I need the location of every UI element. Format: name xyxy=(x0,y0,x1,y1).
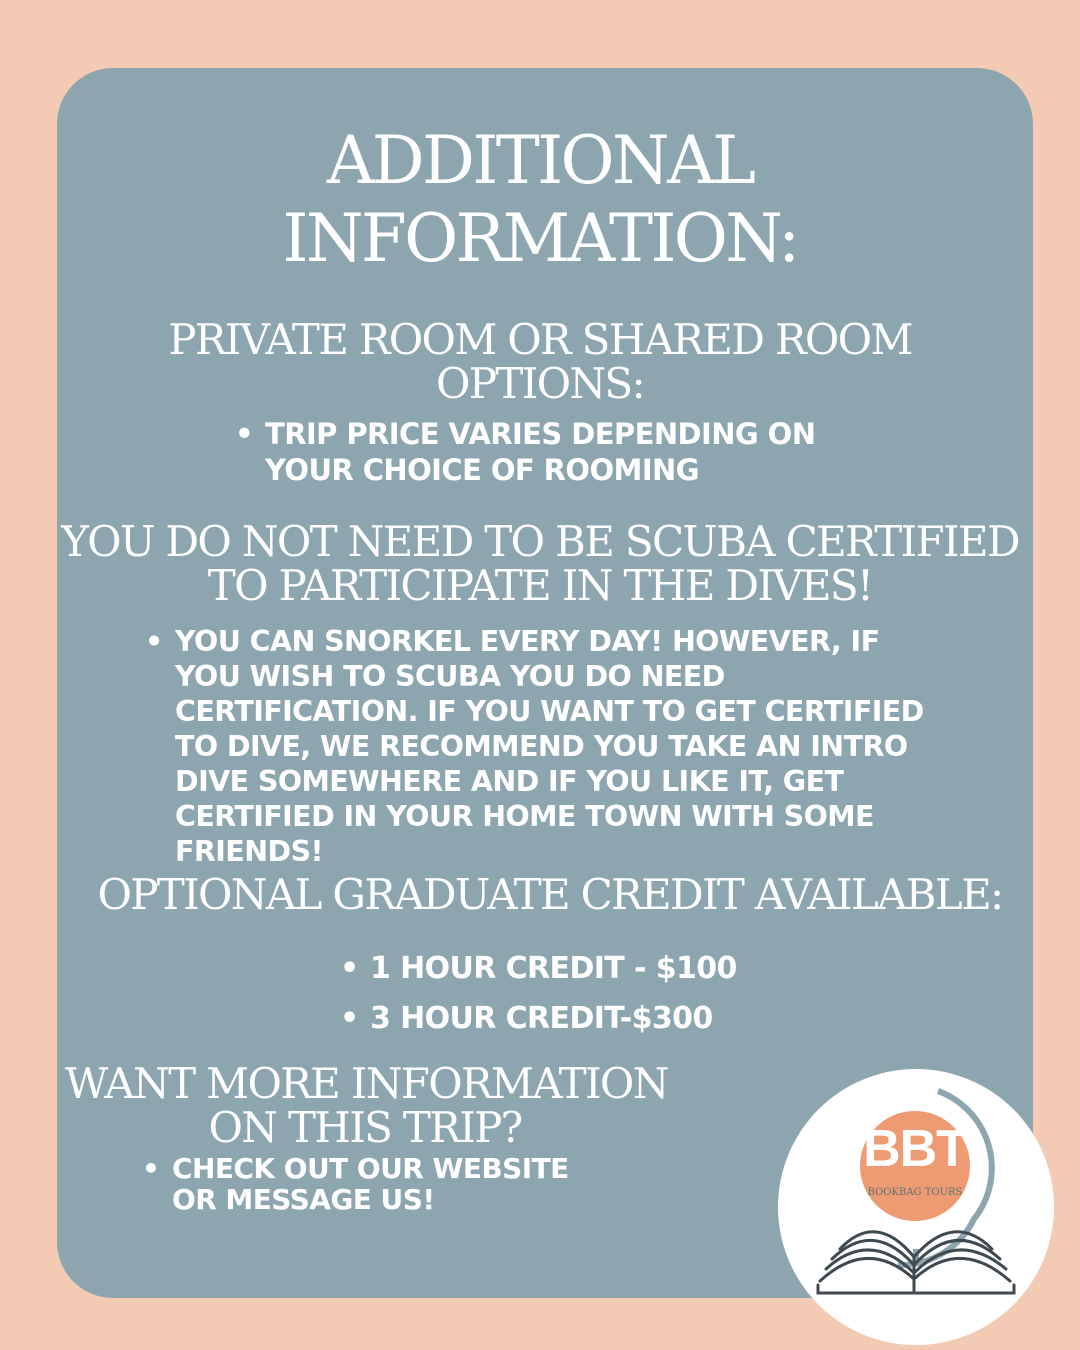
scuba-bullet-line: FRIENDS! xyxy=(175,835,323,868)
scuba-bullet-line: CERTIFIED IN YOUR HOME TOWN WITH SOME xyxy=(175,800,874,833)
scuba-bullet-line: YOU CAN SNORKEL EVERY DAY! HOWEVER, IF xyxy=(175,625,880,658)
scuba-bullet-line: CERTIFICATION. IF YOU WANT TO GET CERTIFIED xyxy=(175,695,924,728)
more-info-bullet-line-1: CHECK OUT OUR WEBSITE xyxy=(172,1152,569,1185)
more-info-bullets xyxy=(172,1153,569,1215)
more-info-bullet-line-2: OR MESSAGE US! xyxy=(172,1183,435,1216)
scuba-bullets xyxy=(175,624,924,869)
title-line-2: INFORMATION: xyxy=(282,200,798,277)
scuba-bullet-line: DIVE SOMEWHERE AND IF YOU LIKE IT, GET xyxy=(175,765,844,798)
more-info-heading-line-1: WANT MORE INFORMATION xyxy=(65,1059,668,1108)
credit-heading: OPTIONAL GRADUATE CREDIT AVAILABLE: xyxy=(97,870,1003,919)
rooms-heading-line-2: OPTIONS: xyxy=(436,359,644,408)
bbt-logo xyxy=(778,1069,1054,1345)
scuba-heading-line-1: YOU DO NOT NEED TO BE SCUBA CERTIFIED xyxy=(61,517,1019,566)
globe-book-icon xyxy=(778,1069,1054,1345)
credit-item-1-hour: • 1 HOUR CREDIT - $100 xyxy=(370,944,737,994)
scuba-bullet xyxy=(175,624,924,869)
scuba-bullet-line: YOU WISH TO SCUBA YOU DO NEED xyxy=(175,660,725,693)
scuba-bullet-line: TO DIVE, WE RECOMMEND YOU TAKE AN INTRO xyxy=(175,730,908,763)
scuba-heading xyxy=(40,517,1040,610)
scuba-heading-line-2: TO PARTICIPATE IN THE DIVES! xyxy=(207,561,873,610)
more-info-heading-line-2: ON THIS TRIP? xyxy=(208,1103,522,1152)
rooms-bullets xyxy=(265,416,815,488)
logo-initials: BBT xyxy=(863,1120,967,1178)
credit-list xyxy=(370,944,737,1044)
more-info-bullet xyxy=(172,1153,569,1215)
page-title xyxy=(100,122,980,278)
rooms-heading xyxy=(100,315,980,408)
more-info-heading xyxy=(65,1059,668,1152)
credit-item-3-hour: • 3 HOUR CREDIT-$300 xyxy=(370,994,737,1044)
rooms-heading-line-1: PRIVATE ROOM OR SHARED ROOM xyxy=(168,315,912,364)
logo-name: BOOKBAG TOURS xyxy=(867,1187,963,1198)
rooms-bullet-line-2: YOUR CHOICE OF ROOMING xyxy=(265,453,699,487)
rooms-bullet-line-1: TRIP PRICE VARIES DEPENDING ON xyxy=(265,417,816,451)
title-line-1: ADDITIONAL xyxy=(326,122,754,199)
rooms-bullet xyxy=(265,416,815,488)
